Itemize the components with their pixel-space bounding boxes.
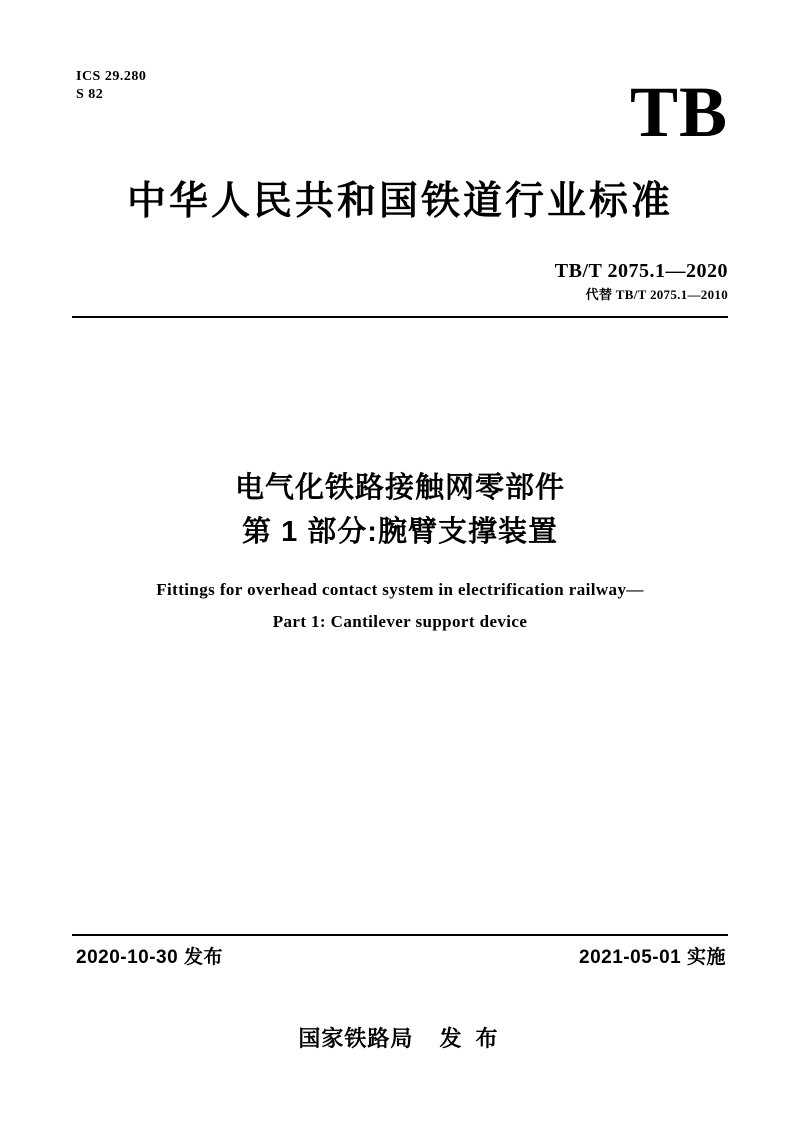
replaces-standard-number: 代替 TB/T 2075.1—2010 bbox=[585, 287, 728, 302]
standard-number: TB/T 2075.1—2020 bbox=[554, 260, 728, 282]
effective-date: 2021-05-01 实施 bbox=[579, 947, 726, 968]
document-title-en-line2: Part 1: Cantilever support device bbox=[272, 612, 528, 631]
issuer-name: 国家铁路局 bbox=[298, 1026, 414, 1051]
ics-classification-block bbox=[76, 68, 146, 104]
document-title-zh bbox=[0, 466, 800, 554]
national-standard-title: 中华人民共和国铁道行业标准 bbox=[126, 180, 673, 223]
footer-divider-rule bbox=[72, 934, 728, 936]
ics-code: ICS 29.280 bbox=[76, 69, 147, 84]
classification-code: S 82 bbox=[76, 87, 104, 102]
document-title-en-line1: Fittings for overhead contact system in electrification railway— bbox=[156, 580, 644, 599]
document-title-zh-line2: 第 1 部分:腕臂支撑装置 bbox=[242, 516, 558, 548]
tb-logo: TB bbox=[629, 72, 728, 152]
document-title-en bbox=[0, 574, 800, 638]
header-divider-rule bbox=[72, 316, 728, 318]
issue-date: 2020-10-30 发布 bbox=[76, 947, 223, 968]
issuer-verb: 发 布 bbox=[439, 1026, 502, 1051]
document-title-zh-line1: 电气化铁路接触网零部件 bbox=[234, 472, 565, 504]
issuer-block bbox=[0, 1022, 800, 1053]
